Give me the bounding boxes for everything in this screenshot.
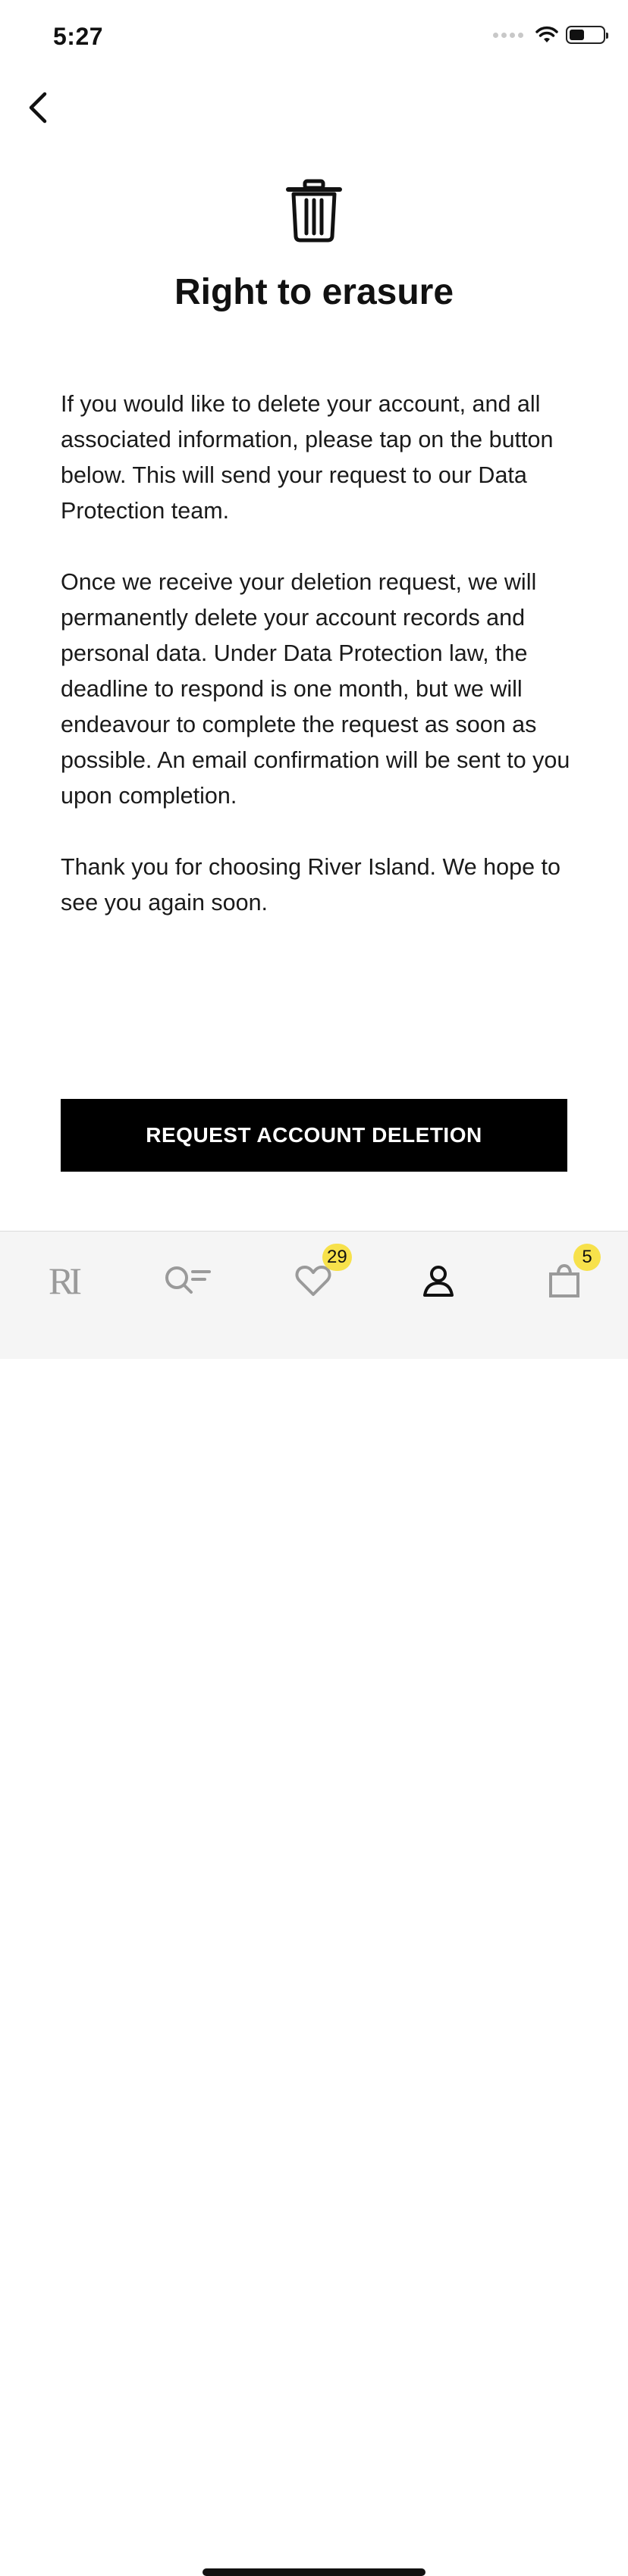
trash-icon: [284, 179, 344, 243]
wifi-icon: [535, 26, 558, 44]
status-time: 5:27: [53, 23, 104, 50]
search-icon: [164, 1264, 212, 1297]
heart-icon: [295, 1265, 331, 1297]
status-indicators: [493, 26, 605, 44]
cellular-signal-icon: [493, 33, 523, 38]
wishlist-count-badge: 29: [322, 1244, 352, 1271]
tab-bar: [0, 1231, 628, 1359]
bag-count-badge: 5: [573, 1244, 601, 1271]
paragraph-process: Once we receive your deletion request, we will permanently delete your account records and personal data. Under Data Protection law, the deadline to respond is one month, but we will endeavour to complete the request as soon as possible. An email confirmation will be sent to you upon completion.: [61, 569, 570, 809]
description: [61, 387, 576, 956]
page-title: Right to erasure: [174, 272, 454, 312]
tab-bag[interactable]: [534, 1247, 595, 1307]
battery-icon: [566, 26, 605, 44]
user-icon: [422, 1264, 455, 1297]
status-bar: [0, 0, 628, 76]
tab-search[interactable]: [158, 1254, 218, 1307]
request-account-deletion-button[interactable]: REQUEST ACCOUNT DELETION: [61, 1099, 567, 1172]
paragraph-thanks: Thank you for choosing River Island. We hope to see you again soon.: [61, 854, 560, 916]
paragraph-intro: If you would like to delete your account, and all associated information, please tap on the button below. This will send your request to our Data Protection team.: [61, 391, 554, 524]
back-button[interactable]: [15, 85, 61, 130]
tab-home[interactable]: [33, 1254, 93, 1307]
river-island-logo: RI: [49, 1260, 77, 1302]
bag-icon: [548, 1263, 581, 1298]
chevron-left-icon: [27, 91, 49, 124]
home-indicator: [203, 2568, 425, 2576]
tab-wishlist[interactable]: [283, 1247, 347, 1307]
tab-account[interactable]: [408, 1254, 469, 1307]
